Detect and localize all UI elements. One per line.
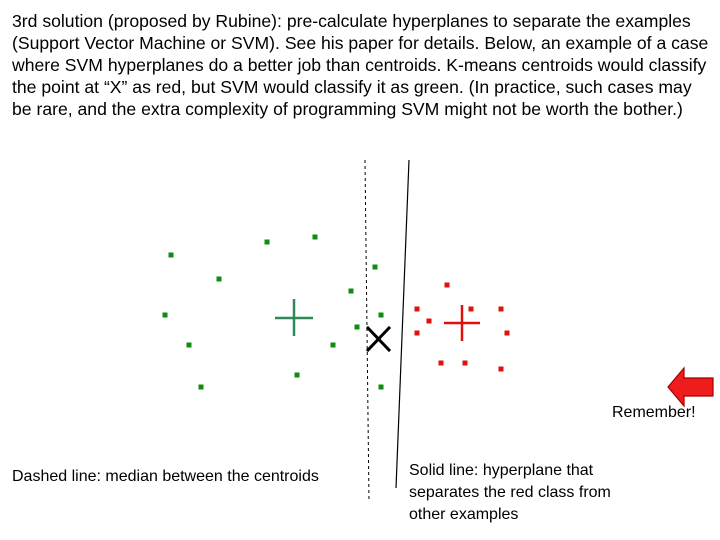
red-point: [445, 283, 450, 288]
green-point: [169, 253, 174, 258]
green-point: [187, 343, 192, 348]
left-arrow-icon[interactable]: [668, 368, 713, 406]
red-point: [469, 307, 474, 312]
green-point: [313, 235, 318, 240]
red-point: [499, 367, 504, 372]
remember-label: Remember!: [612, 404, 696, 421]
query-point-x-mark: [368, 328, 389, 350]
green-point: [373, 265, 378, 270]
red-centroid-plus-mark: [444, 305, 480, 341]
green-point: [379, 313, 384, 318]
green-point: [355, 325, 360, 330]
red-point: [427, 319, 432, 324]
red-point: [415, 331, 420, 336]
dashed-median-line: [365, 160, 369, 502]
green-point: [163, 313, 168, 318]
green-point: [217, 277, 222, 282]
red-point: [505, 331, 510, 336]
dashed-line-caption: Dashed line: median between the centroids: [12, 468, 319, 485]
green-point: [199, 385, 204, 390]
red-point: [415, 307, 420, 312]
red-point: [499, 307, 504, 312]
green-point: [265, 240, 270, 245]
green-centroid-plus-mark: [275, 299, 313, 336]
green-point: [331, 343, 336, 348]
green-point: [349, 289, 354, 294]
intro-paragraph: 3rd solution (proposed by Rubine): pre-calculate hyperplanes to separate the examples (Support Vector Machine or SVM). See his paper for details. Below, an example of a case where SVM hyperplanes do a better job than centroids. K-means centroids would classify the point at “X” as red, but SVM would classify it as green. (In practice, such cases may be rare, and the extra complexity of programming SVM might not be worth the bother.): [12, 11, 709, 119]
red-point: [439, 361, 444, 366]
solid-hyperplane-line: [396, 160, 409, 488]
green-point: [295, 373, 300, 378]
solid-line-caption: Solid line: hyperplane that separates the red class from other examples: [409, 462, 611, 523]
green-point: [379, 385, 384, 390]
green-class-points: [163, 235, 384, 390]
red-point: [463, 361, 468, 366]
